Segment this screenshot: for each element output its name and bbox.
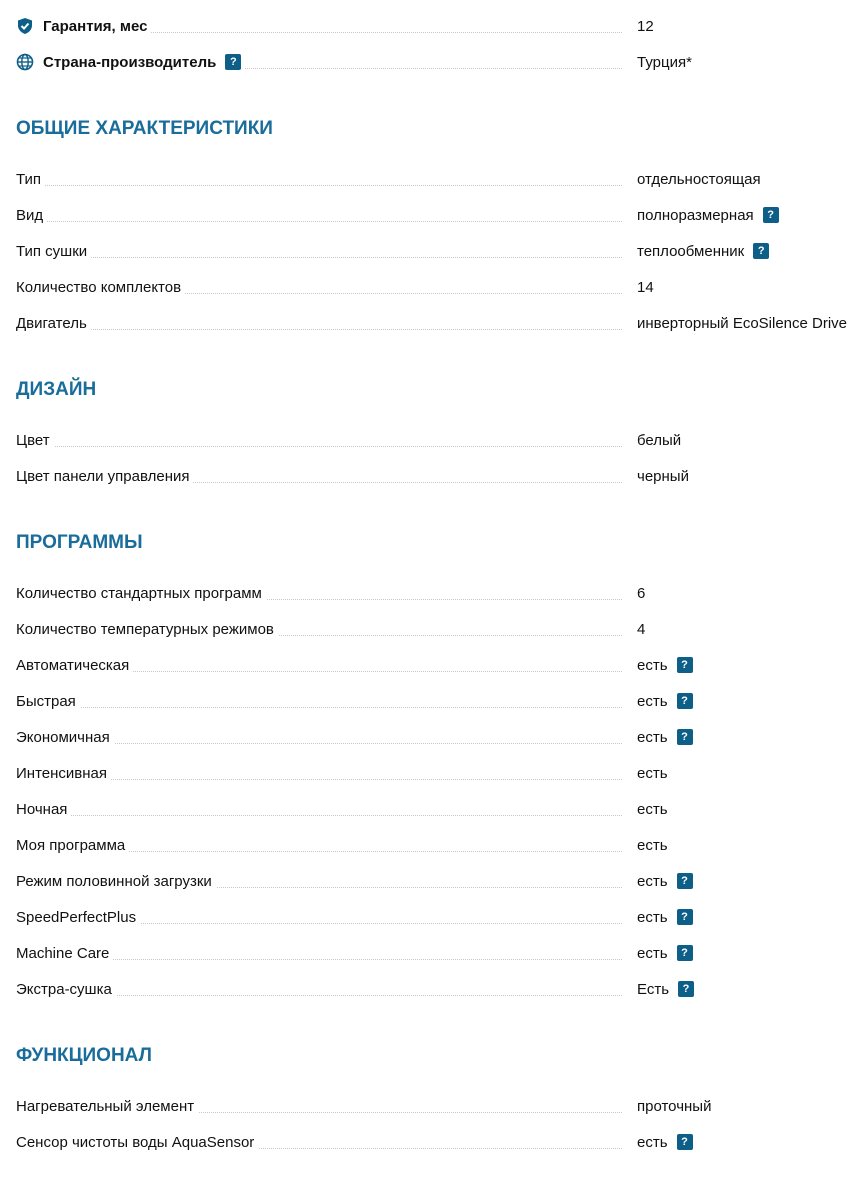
spec-value: теплообменник <box>637 242 745 260</box>
globe-icon <box>16 53 34 71</box>
help-icon[interactable]: ? <box>225 54 241 70</box>
spec-label: Нагревательный элемент <box>16 1098 198 1115</box>
spec-label: Количество комплектов <box>16 279 185 296</box>
spec-label: Тип <box>16 171 45 188</box>
spec-value: есть <box>637 800 668 818</box>
section-title-general: ОБЩИЕ ХАРАКТЕРИСТИКИ <box>16 118 273 139</box>
help-icon[interactable]: ? <box>677 909 693 925</box>
spec-row <box>16 827 862 863</box>
spec-label: Количество стандартных программ <box>16 585 266 602</box>
spec-label: Моя программа <box>16 837 129 854</box>
spec-label: Количество температурных режимов <box>16 621 278 638</box>
section-title-programs: ПРОГРАММЫ <box>16 532 143 553</box>
spec-row <box>16 1124 862 1160</box>
spec-value: есть <box>637 656 668 674</box>
spec-value: Есть <box>637 980 670 998</box>
spec-label: Страна-производитель <box>43 53 217 71</box>
spec-label: Цвет <box>16 432 54 449</box>
spec-label: Экстра-сушка <box>16 981 116 998</box>
spec-value: есть <box>637 836 668 854</box>
spec-row <box>16 863 862 899</box>
spec-row <box>16 611 862 647</box>
spec-row-country <box>16 44 862 80</box>
spec-row <box>16 161 862 197</box>
spec-row <box>16 935 862 971</box>
help-icon[interactable]: ? <box>677 873 693 889</box>
spec-value: 4 <box>637 620 646 638</box>
spec-row <box>16 575 862 611</box>
spec-value: инверторный EcoSilence Drive <box>637 314 848 332</box>
spec-value: есть <box>637 908 668 926</box>
spec-label: Автоматическая <box>16 657 133 674</box>
spec-row <box>16 269 862 305</box>
spec-value: белый <box>637 431 682 449</box>
help-icon[interactable]: ? <box>753 243 769 259</box>
spec-row <box>16 683 862 719</box>
spec-row <box>16 197 862 233</box>
spec-value: есть <box>637 872 668 890</box>
shield-check-icon <box>16 17 34 35</box>
spec-value: 14 <box>637 278 654 296</box>
spec-value: есть <box>637 764 668 782</box>
help-icon[interactable]: ? <box>677 693 693 709</box>
spec-label: Быстрая <box>16 693 80 710</box>
section-title-design: ДИЗАЙН <box>16 379 97 400</box>
help-icon[interactable]: ? <box>677 1134 693 1150</box>
spec-label: Экономичная <box>16 729 114 746</box>
spec-row <box>16 899 862 935</box>
help-icon[interactable]: ? <box>677 729 693 745</box>
spec-value: есть <box>637 944 668 962</box>
spec-page <box>0 8 862 1160</box>
spec-value: есть <box>637 1133 668 1151</box>
section-title-functional: ФУНКЦИОНАЛ <box>16 1045 152 1066</box>
spec-row-warranty <box>16 8 862 44</box>
spec-value: отдельностоящая <box>637 170 761 188</box>
spec-label: Ночная <box>16 801 71 818</box>
spec-label: Цвет панели управления <box>16 468 193 485</box>
spec-value: 6 <box>637 584 646 602</box>
spec-value: Турция* <box>637 53 692 71</box>
spec-row <box>16 755 862 791</box>
spec-label: SpeedPerfectPlus <box>16 909 140 926</box>
spec-row <box>16 305 862 341</box>
help-icon[interactable]: ? <box>763 207 779 223</box>
spec-value: проточный <box>637 1097 712 1115</box>
spec-label: Сенсор чистоты воды AquaSensor <box>16 1134 258 1151</box>
spec-row <box>16 791 862 827</box>
spec-value: 12 <box>637 17 654 35</box>
spec-value: полноразмерная <box>637 206 754 224</box>
spec-row <box>16 422 862 458</box>
help-icon[interactable]: ? <box>677 945 693 961</box>
spec-label: Вид <box>16 207 47 224</box>
spec-row <box>16 458 862 494</box>
spec-label: Двигатель <box>16 315 91 332</box>
spec-value: черный <box>637 467 689 485</box>
spec-row <box>16 233 862 269</box>
spec-label: Гарантия, мес <box>43 17 148 35</box>
spec-value: есть <box>637 728 668 746</box>
spec-row <box>16 719 862 755</box>
help-icon[interactable]: ? <box>678 981 694 997</box>
spec-label: Machine Care <box>16 945 113 962</box>
help-icon[interactable]: ? <box>677 657 693 673</box>
spec-label: Режим половинной загрузки <box>16 873 216 890</box>
spec-value: есть <box>637 692 668 710</box>
spec-row <box>16 647 862 683</box>
spec-label: Тип сушки <box>16 243 91 260</box>
spec-row <box>16 1088 862 1124</box>
spec-label: Интенсивная <box>16 765 111 782</box>
spec-row <box>16 971 862 1007</box>
